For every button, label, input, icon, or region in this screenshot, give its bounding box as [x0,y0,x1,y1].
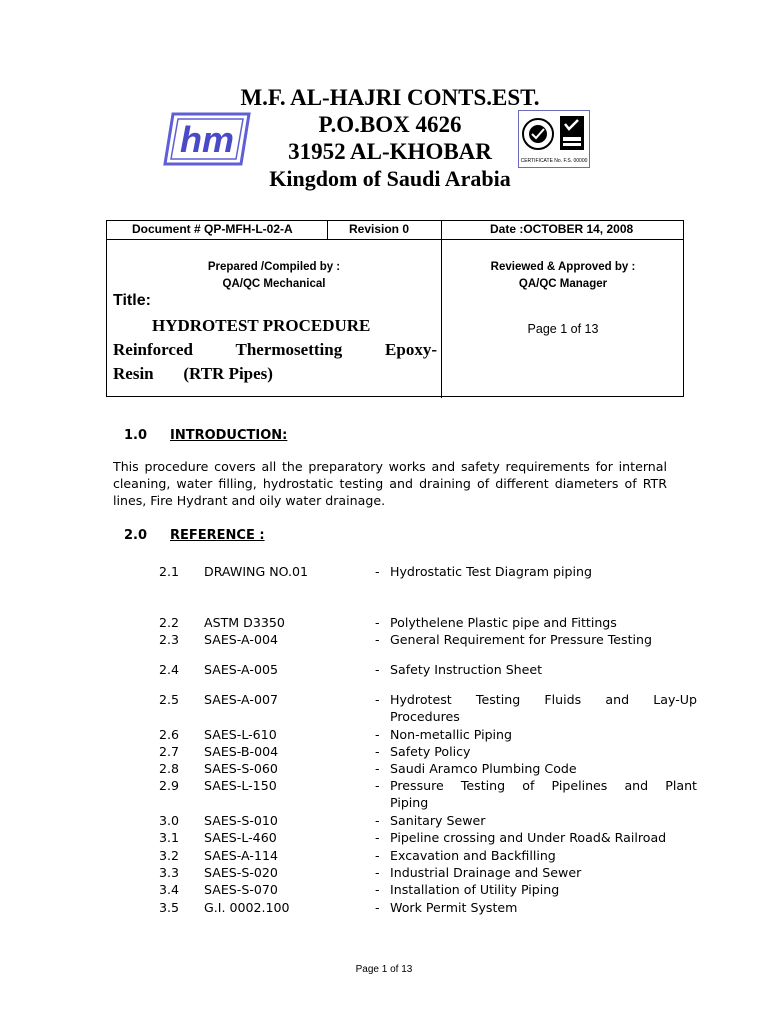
company-city: 31952 AL-KHOBAR [288,139,492,164]
reference-code: SAES-A-004 [204,632,278,647]
reference-code: SAES-A-114 [204,848,278,863]
reference-code: SAES-L-150 [204,778,277,793]
title-line: Reinforced Thermosetting Epoxy- [113,340,437,359]
reviewed-by: QA/QC Manager [518,278,608,290]
dash: - [375,662,380,677]
reference-code: SAES-B-004 [204,744,279,759]
reference-number: 2.2 [159,615,180,630]
divider [441,221,442,398]
reference-description: Pressure Testing of Pipelines and Plant [390,778,697,793]
document-date: Date :OCTOBER 14, 2008 [490,222,634,236]
certification-logo-icon [518,110,590,168]
reference-code: SAES-L-610 [204,727,277,742]
reference-code: SAES-S-010 [204,813,278,828]
dash: - [375,830,380,845]
title-label: Title: [113,292,151,309]
dash: - [375,564,380,579]
reference-description: Pipeline crossing and Under Road& Railroad [390,830,667,845]
cert-text: CERTIFICATE No. F.S. 00000 [520,158,588,164]
document-number: Document # QP-MFH-L-02-A [132,222,293,236]
reference-number: 2.7 [159,744,180,759]
dash: - [375,761,380,776]
reference-description: Procedures [390,709,460,724]
reference-number: 2.8 [159,761,180,776]
reference-number: 2.6 [159,727,180,742]
introduction-text: This procedure covers all the preparatory works and safety requirements for internal cleaning, water filling, hydrostatic testing and draining of different diameters of RTR lines, Fire Hydrant and oily water drainage. [113,459,667,508]
reference-description: Sanitary Sewer [390,813,486,828]
reference-number: 3.2 [159,848,180,863]
dash: - [375,813,380,828]
dash: - [375,744,380,759]
reference-code: ASTM D3350 [204,615,285,630]
reference-description: Saudi Aramco Plumbing Code [390,761,577,776]
reference-code: SAES-S-060 [204,761,278,776]
page-number: Page 1 of 13 [527,322,599,336]
reference-code: SAES-L-460 [204,830,277,845]
reference-number: 2.3 [159,632,180,647]
dash: - [375,865,380,880]
company-country: Kingdom of Saudi Arabia [269,166,511,191]
dash: - [375,615,380,630]
reference-number: 3.3 [159,865,180,880]
hm-logo-icon [163,110,251,168]
reference-number: 3.1 [159,830,180,845]
reference-code: G.I. 0002.100 [204,900,290,915]
reference-description: Hydrotest Testing Fluids and Lay-Up [390,692,697,707]
reference-description: Safety Policy [390,744,471,759]
reference-description: Work Permit System [390,900,518,915]
reviewed-by-block [442,259,684,293]
reference-description: Polythelene Plastic pipe and Fittings [390,615,617,630]
reference-code: SAES-A-005 [204,662,278,677]
reference-description: General Requirement for Pressure Testing [390,632,653,647]
section-title: REFERENCE : [170,528,265,543]
reference-description: Industrial Drainage and Sewer [390,865,582,880]
dash: - [375,727,380,742]
reviewed-label: Reviewed & Approved by : [490,261,636,273]
reference-number: 3.5 [159,900,180,915]
dash: - [375,848,380,863]
reference-number: 2.1 [159,564,180,579]
prepared-by: QA/QC Mechanical [222,278,326,290]
divider [327,221,328,240]
document-title [113,314,437,386]
prepared-by-block [107,259,441,293]
reference-number: 3.4 [159,882,180,897]
dash: - [375,632,380,647]
reference-number: 3.0 [159,813,180,828]
title-line: HYDROTEST PROCEDURE [152,316,371,335]
logo-text: hm [180,119,234,160]
reference-description: Excavation and Backfilling [390,848,556,863]
section-number: 2.0 [124,528,148,543]
dash: - [375,778,380,793]
reference-number: 2.9 [159,778,180,793]
reference-number: 2.4 [159,662,180,677]
reference-code: SAES-A-007 [204,692,278,707]
reference-code: SAES-S-020 [204,865,278,880]
revision: Revision 0 [349,222,410,236]
reference-description: Safety Instruction Sheet [390,662,543,677]
company-pobox: P.O.BOX 4626 [318,112,462,137]
reference-code: DRAWING NO.01 [204,564,309,579]
reference-code: SAES-S-070 [204,882,278,897]
section-title: INTRODUCTION: [170,428,288,443]
reference-description: Hydrostatic Test Diagram piping [390,564,592,579]
dash: - [375,882,380,897]
title-line: Resin (RTR Pipes) [113,364,273,383]
reference-description: Installation of Utility Piping [390,882,560,897]
page-footer: Page 1 of 13 [355,964,413,975]
section-number: 1.0 [124,428,148,443]
prepared-label: Prepared /Compiled by : [207,261,341,273]
reference-number: 2.5 [159,692,180,707]
document-info-box [106,220,684,397]
dash: - [375,900,380,915]
document-header-row [107,221,683,240]
company-name: M.F. AL-HAJRI CONTS.EST. [240,85,540,110]
dash: - [375,692,380,707]
reference-description: Non-metallic Piping [390,727,513,742]
reference-description: Piping [390,795,429,810]
